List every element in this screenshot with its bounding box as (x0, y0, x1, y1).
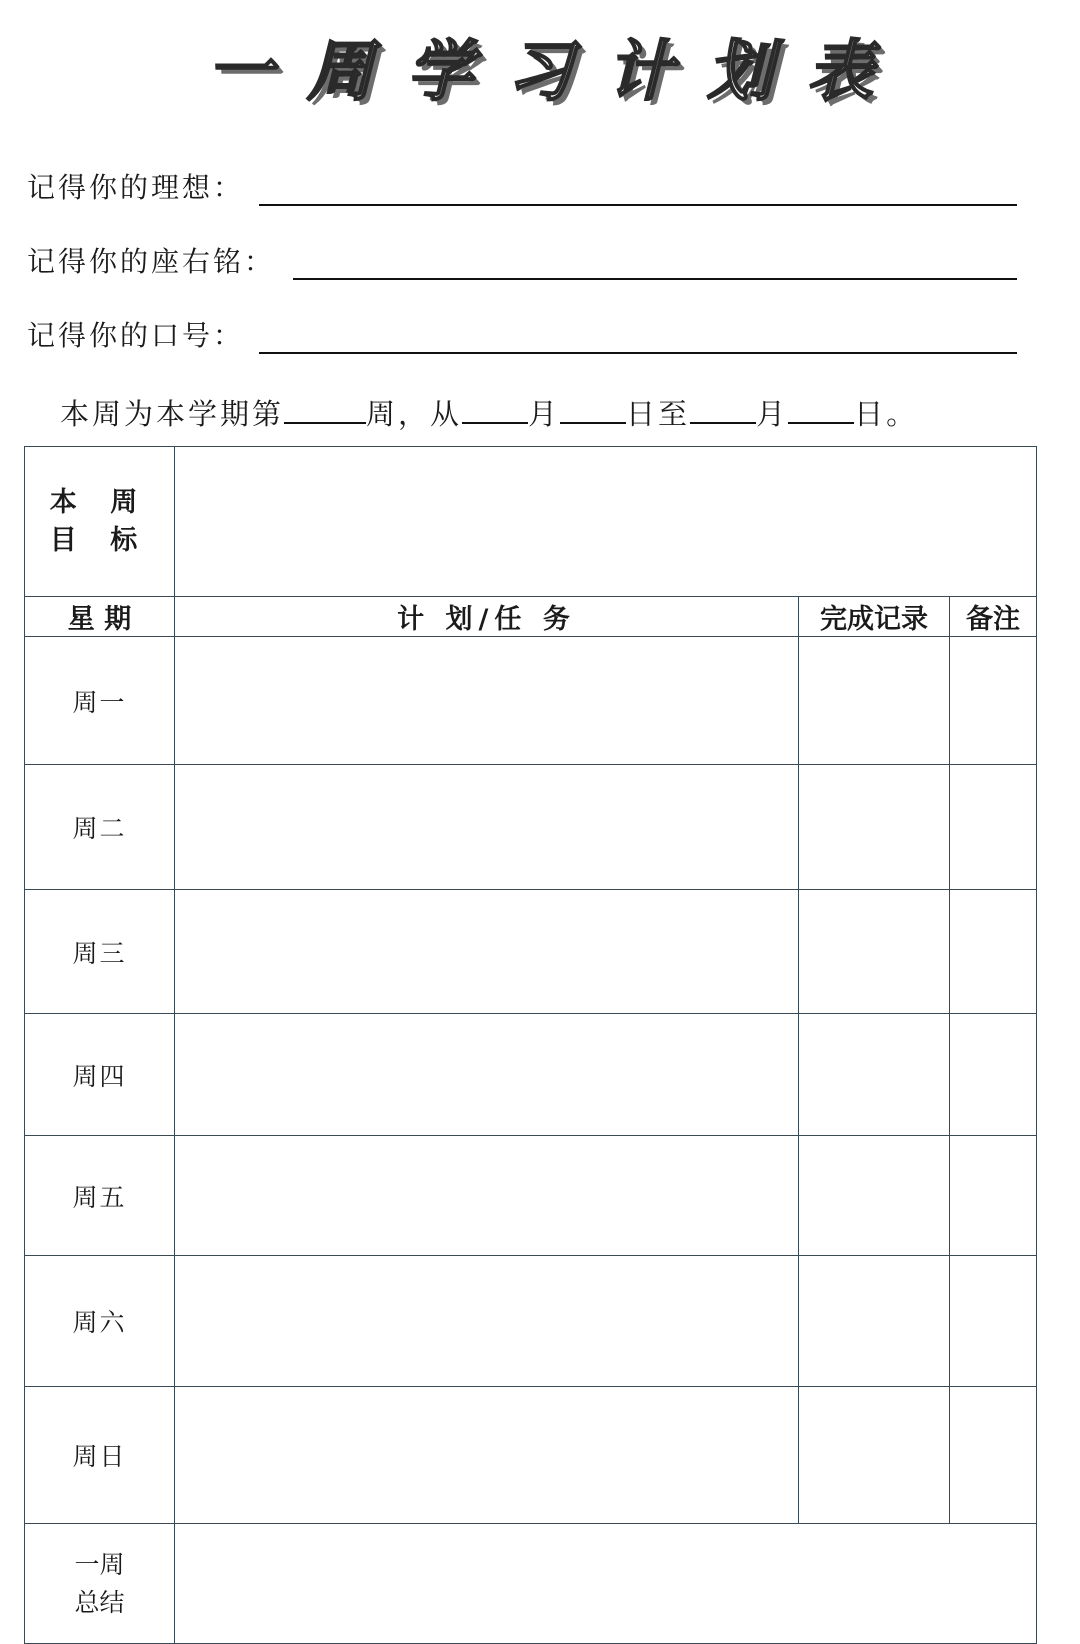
note-cell[interactable] (950, 1136, 1037, 1256)
week-unit: 周，从 (366, 397, 463, 431)
summary-content-cell[interactable] (175, 1524, 1037, 1644)
note-cell[interactable] (950, 637, 1037, 765)
summary-label-cell (25, 1524, 175, 1644)
motto-field (27, 240, 1017, 280)
goal-label-cell (25, 447, 175, 597)
day-row-fri (25, 1136, 1037, 1256)
task-cell[interactable] (175, 1014, 799, 1136)
day-label: 周日 (25, 1387, 175, 1524)
summary-label-line2: 总结 (74, 1587, 125, 1617)
task-cell[interactable] (175, 1256, 799, 1387)
record-cell[interactable] (799, 1014, 950, 1136)
start-month-blank[interactable] (462, 400, 528, 424)
slogan-field (27, 314, 1017, 354)
header-weekday: 星 期 (25, 597, 175, 637)
week-range-line (60, 392, 918, 433)
start-day-blank[interactable] (560, 400, 626, 424)
end-day-label: 日。 (854, 397, 919, 431)
record-cell[interactable] (799, 1387, 950, 1524)
day-row-tue (25, 765, 1037, 890)
header-record: 完成记录 (799, 597, 950, 637)
task-cell[interactable] (175, 890, 799, 1014)
day-row-mon (25, 637, 1037, 765)
end-month-blank[interactable] (690, 400, 756, 424)
note-cell[interactable] (950, 765, 1037, 890)
ideal-input-line[interactable] (259, 204, 1017, 206)
note-cell[interactable] (950, 1014, 1037, 1136)
task-cell[interactable] (175, 637, 799, 765)
record-cell[interactable] (799, 637, 950, 765)
day-label: 周二 (25, 765, 175, 890)
start-day-label: 日至 (626, 397, 691, 431)
page-title: 一周学习计划表 (207, 33, 907, 110)
motto-label: 记得你的座右铭： (27, 245, 276, 278)
day-label: 周四 (25, 1014, 175, 1136)
header-note: 备注 (950, 597, 1037, 637)
day-label: 周五 (25, 1136, 175, 1256)
header-row (25, 597, 1037, 637)
day-row-thu (25, 1014, 1037, 1136)
note-cell[interactable] (950, 1256, 1037, 1387)
day-row-sun (25, 1387, 1037, 1524)
task-cell[interactable] (175, 1387, 799, 1524)
goal-label-line1: 本 周 (49, 486, 150, 518)
day-label: 周三 (25, 890, 175, 1014)
task-cell[interactable] (175, 1136, 799, 1256)
note-cell[interactable] (950, 1387, 1037, 1524)
goal-content-cell[interactable] (175, 447, 1037, 597)
task-cell[interactable] (175, 765, 799, 890)
ideal-field (27, 166, 1017, 206)
day-label: 周六 (25, 1256, 175, 1387)
goal-label-line2: 目 标 (49, 524, 150, 556)
goal-row (25, 447, 1037, 597)
record-cell[interactable] (799, 1256, 950, 1387)
summary-label-line1: 一周 (74, 1549, 125, 1579)
day-row-wed (25, 890, 1037, 1014)
start-month-label: 月 (528, 397, 561, 431)
end-month-label: 月 (756, 397, 789, 431)
slogan-label: 记得你的口号： (27, 319, 245, 352)
week-number-blank[interactable] (284, 400, 366, 424)
slogan-input-line[interactable] (259, 352, 1017, 354)
record-cell[interactable] (799, 765, 950, 890)
note-cell[interactable] (950, 890, 1037, 1014)
end-day-blank[interactable] (788, 400, 854, 424)
ideal-label: 记得你的理想： (27, 171, 245, 204)
day-row-sat (25, 1256, 1037, 1387)
motto-input-line[interactable] (293, 278, 1017, 280)
header-task: 计 划/任 务 (175, 597, 799, 637)
day-label: 周一 (25, 637, 175, 765)
plan-table (24, 446, 1037, 1644)
summary-row (25, 1524, 1037, 1644)
week-prefix: 本周为本学期第 (60, 397, 285, 431)
record-cell[interactable] (799, 890, 950, 1014)
record-cell[interactable] (799, 1136, 950, 1256)
